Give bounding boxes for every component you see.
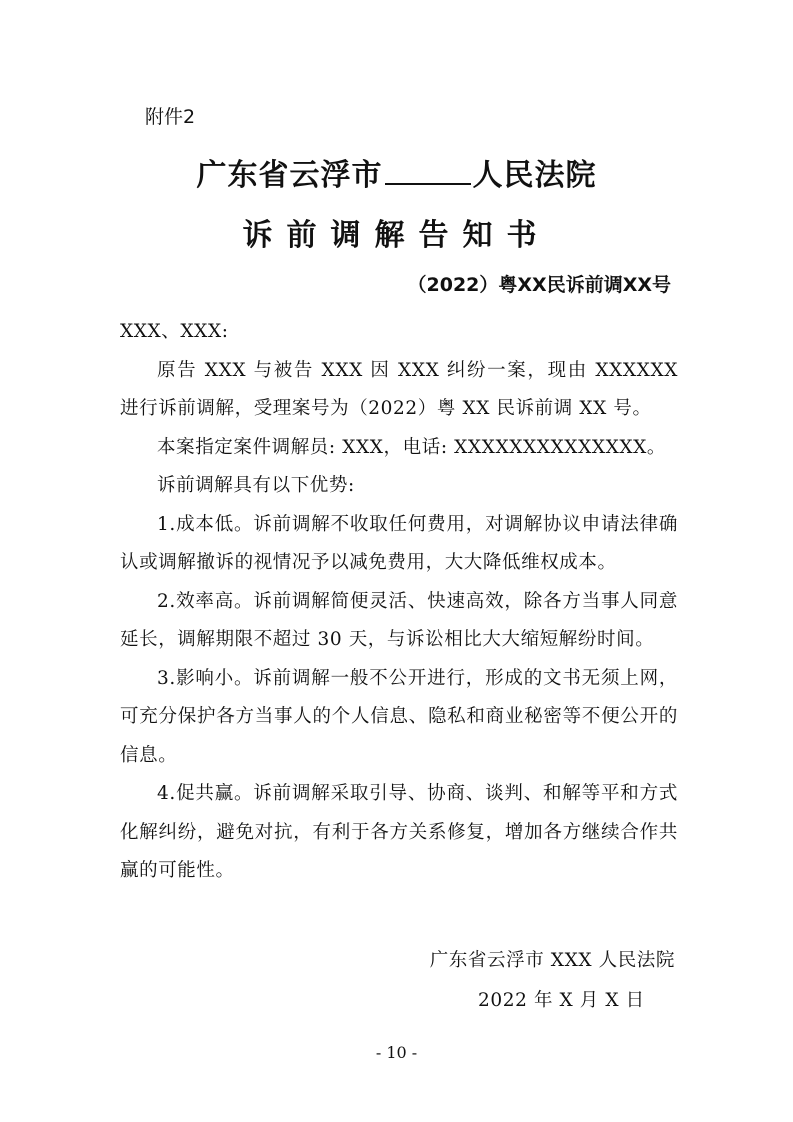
body-paragraph: 原告 XXX 与被告 XXX 因 XXX 纠纷一案，现由 XXXXXX 进行诉前调解，受理案号为（2022）粤 XX 民诉前调 XX 号。: [120, 359, 678, 419]
attachment-label: 附件2: [145, 106, 196, 128]
page-number: - 10 -: [375, 1043, 418, 1062]
body-paragraph: 1.成本低。诉前调解不收取任何费用，对调解协议申请法律确认或调解撤诉的视情况予以减免费用，大大降低维权成本。: [120, 513, 678, 573]
body-paragraph: 4.促共赢。诉前调解采取引导、协商、谈判、和解等平和方式化解纠纷，避免对抗，有利于各方关系修复，增加各方继续合作共赢的可能性。: [120, 783, 678, 881]
document-number: （2022）粤XX民诉前调XX号: [407, 274, 671, 296]
title-blank-line: [385, 157, 471, 185]
document-body: [120, 313, 678, 891]
body-paragraph: 2.效率高。诉前调解简便灵活、快速高效，除各方当事人同意延长，调解期限不超过 30 天，与诉讼相比大大缩短解纷时间。: [120, 590, 678, 650]
signature-court: 广东省云浮市 XXX 人民法院: [429, 950, 675, 971]
signature-date: 2022 年 X 月 X 日: [478, 990, 645, 1011]
body-paragraph: 本案指定案件调解员: XXX，电话: XXXXXXXXXXXXXX。: [157, 436, 667, 458]
title-court-suffix: 人民法院: [472, 158, 597, 193]
document-title: [0, 150, 793, 194]
addressee: XXX、XXX:: [120, 321, 229, 342]
document-subtitle: 诉前调解告知书: [242, 218, 551, 253]
body-paragraph: 诉前调解具有以下优势:: [157, 475, 355, 496]
title-court-region: 广东省云浮市: [196, 158, 383, 193]
body-paragraph: 3.影响小。诉前调解一般不公开进行，形成的文书无须上网，可充分保护各方当事人的个人信息、隐私和商业秘密等不便公开的信息。: [120, 667, 678, 766]
